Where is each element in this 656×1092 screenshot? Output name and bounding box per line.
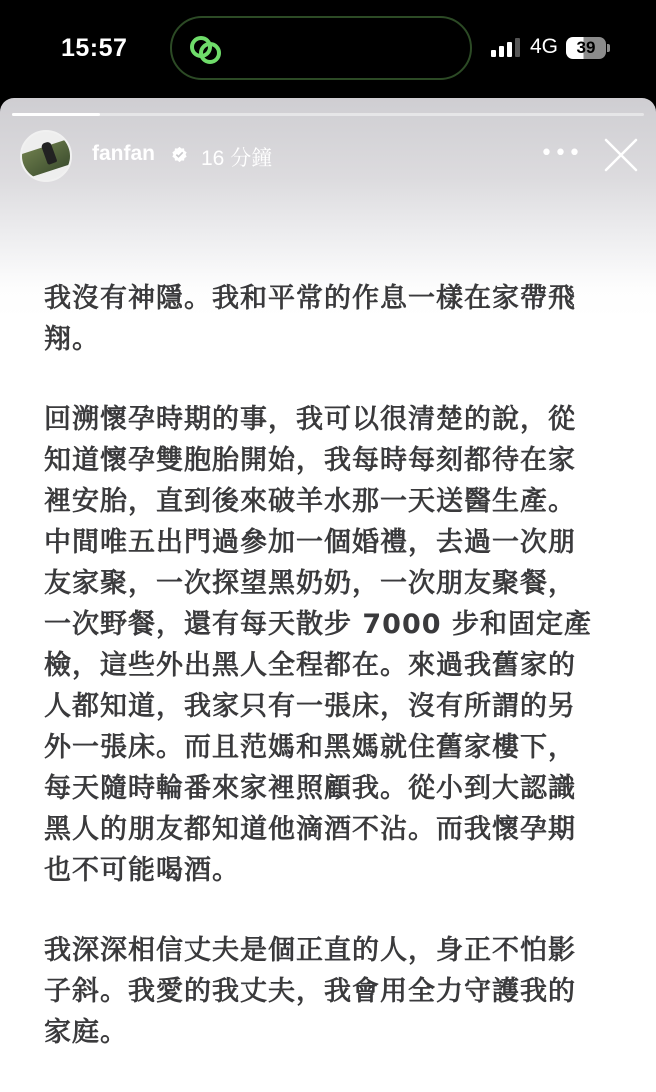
paragraph-2 xyxy=(44,399,592,891)
text-line: 每天隨時輪番來家裡照顧我。從小到大認識 xyxy=(44,773,576,804)
status-bar xyxy=(0,0,656,100)
text-line: 人都知道，我家只有一張床，沒有所謂的另 xyxy=(44,691,576,722)
text-line: 翔。 xyxy=(44,324,100,355)
network-type: 4G xyxy=(530,35,559,58)
link-icon xyxy=(188,34,224,66)
text-line: 外一張床。而且范媽和黑媽就住舊家樓下， xyxy=(44,732,576,763)
story-timestamp: 16 分鐘 xyxy=(201,147,273,170)
more-icon: ••• xyxy=(540,141,582,166)
text-line: 家庭。 xyxy=(44,1017,128,1048)
clock: 15:57 xyxy=(61,34,128,62)
battery-level: 39 xyxy=(576,38,596,57)
story-progress-bar xyxy=(12,113,644,116)
text-line: 檢，這些外出黑人全程都在。來過我舊家的 xyxy=(44,650,576,681)
avatar[interactable] xyxy=(20,130,72,182)
text-line: 中間唯五出門過參加一個婚禮，去過一次朋 xyxy=(44,527,576,558)
text-line: 回溯懷孕時期的事，我可以很清楚的說，從 xyxy=(44,404,576,435)
paragraph-3 xyxy=(44,930,576,1053)
text-line: 裡安胎，直到後來破羊水那一天送醫生產。 xyxy=(44,486,576,517)
username[interactable]: fanfan xyxy=(92,142,155,165)
text-line: 一次野餐，還有每天散步 7000 步和固定產 xyxy=(44,609,592,640)
dynamic-island[interactable] xyxy=(170,16,472,80)
more-options-button[interactable] xyxy=(540,141,582,166)
text-line: 知道懷孕雙胞胎開始，我每時每刻都待在家 xyxy=(44,445,576,476)
text-line: 子斜。我愛的我丈夫，我會用全力守護我的 xyxy=(44,976,576,1007)
text-line: 我沒有神隱。我和平常的作息一樣在家帶飛 xyxy=(44,283,576,314)
text-line: 友家聚，一次探望黑奶奶，一次朋友聚餐， xyxy=(44,568,576,599)
text-line: 黑人的朋友都知道他滴酒不沾。而我懷孕期 xyxy=(44,814,576,845)
verified-badge-icon xyxy=(171,146,188,163)
battery-tip xyxy=(607,44,610,52)
battery-icon xyxy=(566,37,606,59)
paragraph-1 xyxy=(44,278,576,360)
text-line: 也不可能喝酒。 xyxy=(44,855,240,886)
text-line: 我深深相信丈夫是個正直的人，身正不怕影 xyxy=(44,935,576,966)
close-icon[interactable] xyxy=(604,138,638,172)
story-progress-fill xyxy=(12,113,100,116)
story-viewer[interactable] xyxy=(0,98,656,1092)
cellular-signal-icon xyxy=(490,38,524,58)
